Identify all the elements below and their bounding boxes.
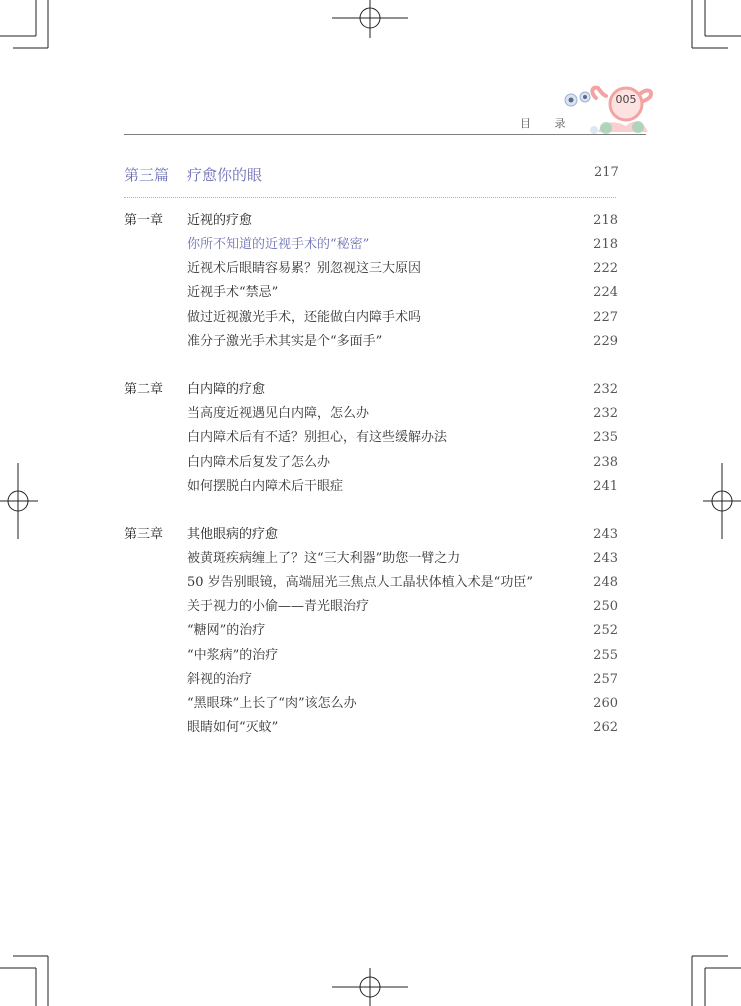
toc-entry[interactable]: 如何摆脱白内障术后干眼症 xyxy=(187,479,344,494)
toc-entry[interactable]: 50 岁告别眼镜，高端屈光三焦点人工晶状体植入术是“功臣” xyxy=(187,575,533,590)
toc-page: 235 xyxy=(593,430,618,445)
toc-page: 243 xyxy=(593,551,618,566)
toc-page: 238 xyxy=(593,455,618,470)
crop-mark-icon xyxy=(0,956,48,1006)
toc-entry[interactable]: 当高度近视遇见白内障，怎么办 xyxy=(187,406,370,421)
toc-page: 250 xyxy=(593,599,618,614)
toc-page: 252 xyxy=(593,623,618,638)
toc-entry[interactable]: 你所不知道的近视手术的“秘密” xyxy=(187,237,370,252)
registration-mark-icon xyxy=(0,463,38,539)
toc-page: 241 xyxy=(593,479,618,494)
crop-mark-icon xyxy=(0,0,48,48)
crop-mark-icon xyxy=(692,0,741,48)
chapter-title[interactable]: 白内障的疗愈 xyxy=(187,382,266,397)
toc-entry[interactable]: 白内障术后复发了怎么办 xyxy=(187,455,331,470)
toc-entry[interactable]: 近视术后眼睛容易累？别忽视这三大原因 xyxy=(187,261,422,276)
toc-entry[interactable]: 近视手术“禁忌” xyxy=(187,285,279,300)
toc-page: 227 xyxy=(593,310,618,325)
toc-entry[interactable]: 被黄斑疾病缠上了？这“三大利器”助您一臂之力 xyxy=(187,551,461,566)
toc-page: 255 xyxy=(593,648,618,663)
header-rule xyxy=(124,134,646,135)
chapter-number: 第一章 xyxy=(124,213,164,228)
toc-page: 248 xyxy=(593,575,618,590)
page-number: 005 xyxy=(615,93,637,106)
chapter-page: 243 xyxy=(593,527,618,542)
toc-entry[interactable]: 准分子激光手术其实是个“多面手” xyxy=(187,334,383,349)
toc-entry[interactable]: 做过近视激光手术，还能做白内障手术吗 xyxy=(187,310,422,325)
toc-page: 218 xyxy=(593,237,618,252)
toc-entry[interactable]: 斜视的治疗 xyxy=(187,672,253,687)
registration-mark-icon xyxy=(332,968,408,1006)
chapter-number: 第三章 xyxy=(124,527,164,542)
toc-entry[interactable]: “糖网”的治疗 xyxy=(187,623,266,638)
chapter-page: 218 xyxy=(593,213,618,228)
crop-mark-icon xyxy=(692,956,741,1006)
toc-page: 262 xyxy=(593,720,618,735)
toc-entry[interactable]: “中浆病”的治疗 xyxy=(187,648,279,663)
registration-mark-icon xyxy=(332,0,408,38)
chapter-title[interactable]: 近视的疗愈 xyxy=(187,213,253,228)
registration-mark-icon xyxy=(703,463,741,539)
part-number: 第三篇 xyxy=(124,166,170,184)
part-title[interactable]: 疗愈你的眼 xyxy=(187,166,263,184)
chapter-page: 232 xyxy=(593,382,618,397)
chapter-number: 第二章 xyxy=(124,382,164,397)
section-label: 目 录 xyxy=(520,117,576,130)
toc-page: 257 xyxy=(593,672,618,687)
dotted-divider xyxy=(124,197,616,198)
toc-page: 229 xyxy=(593,334,618,349)
toc-entry[interactable]: 白内障术后有不适？别担心，有这些缓解办法 xyxy=(187,430,448,445)
cartoon-eye-icon xyxy=(565,92,590,106)
toc-page: 260 xyxy=(593,696,618,711)
toc-page: 224 xyxy=(593,285,618,300)
toc-entry[interactable]: 眼睛如何“灭蚊” xyxy=(187,720,279,735)
toc-page: 232 xyxy=(593,406,618,421)
toc-entry[interactable]: “黑眼珠”上长了“肉”该怎么办 xyxy=(187,696,357,711)
toc-entry[interactable]: 关于视力的小偷——青光眼治疗 xyxy=(187,599,370,614)
part-page: 217 xyxy=(594,165,619,180)
chapter-title[interactable]: 其他眼病的疗愈 xyxy=(187,527,279,542)
toc-page: 222 xyxy=(593,261,618,276)
